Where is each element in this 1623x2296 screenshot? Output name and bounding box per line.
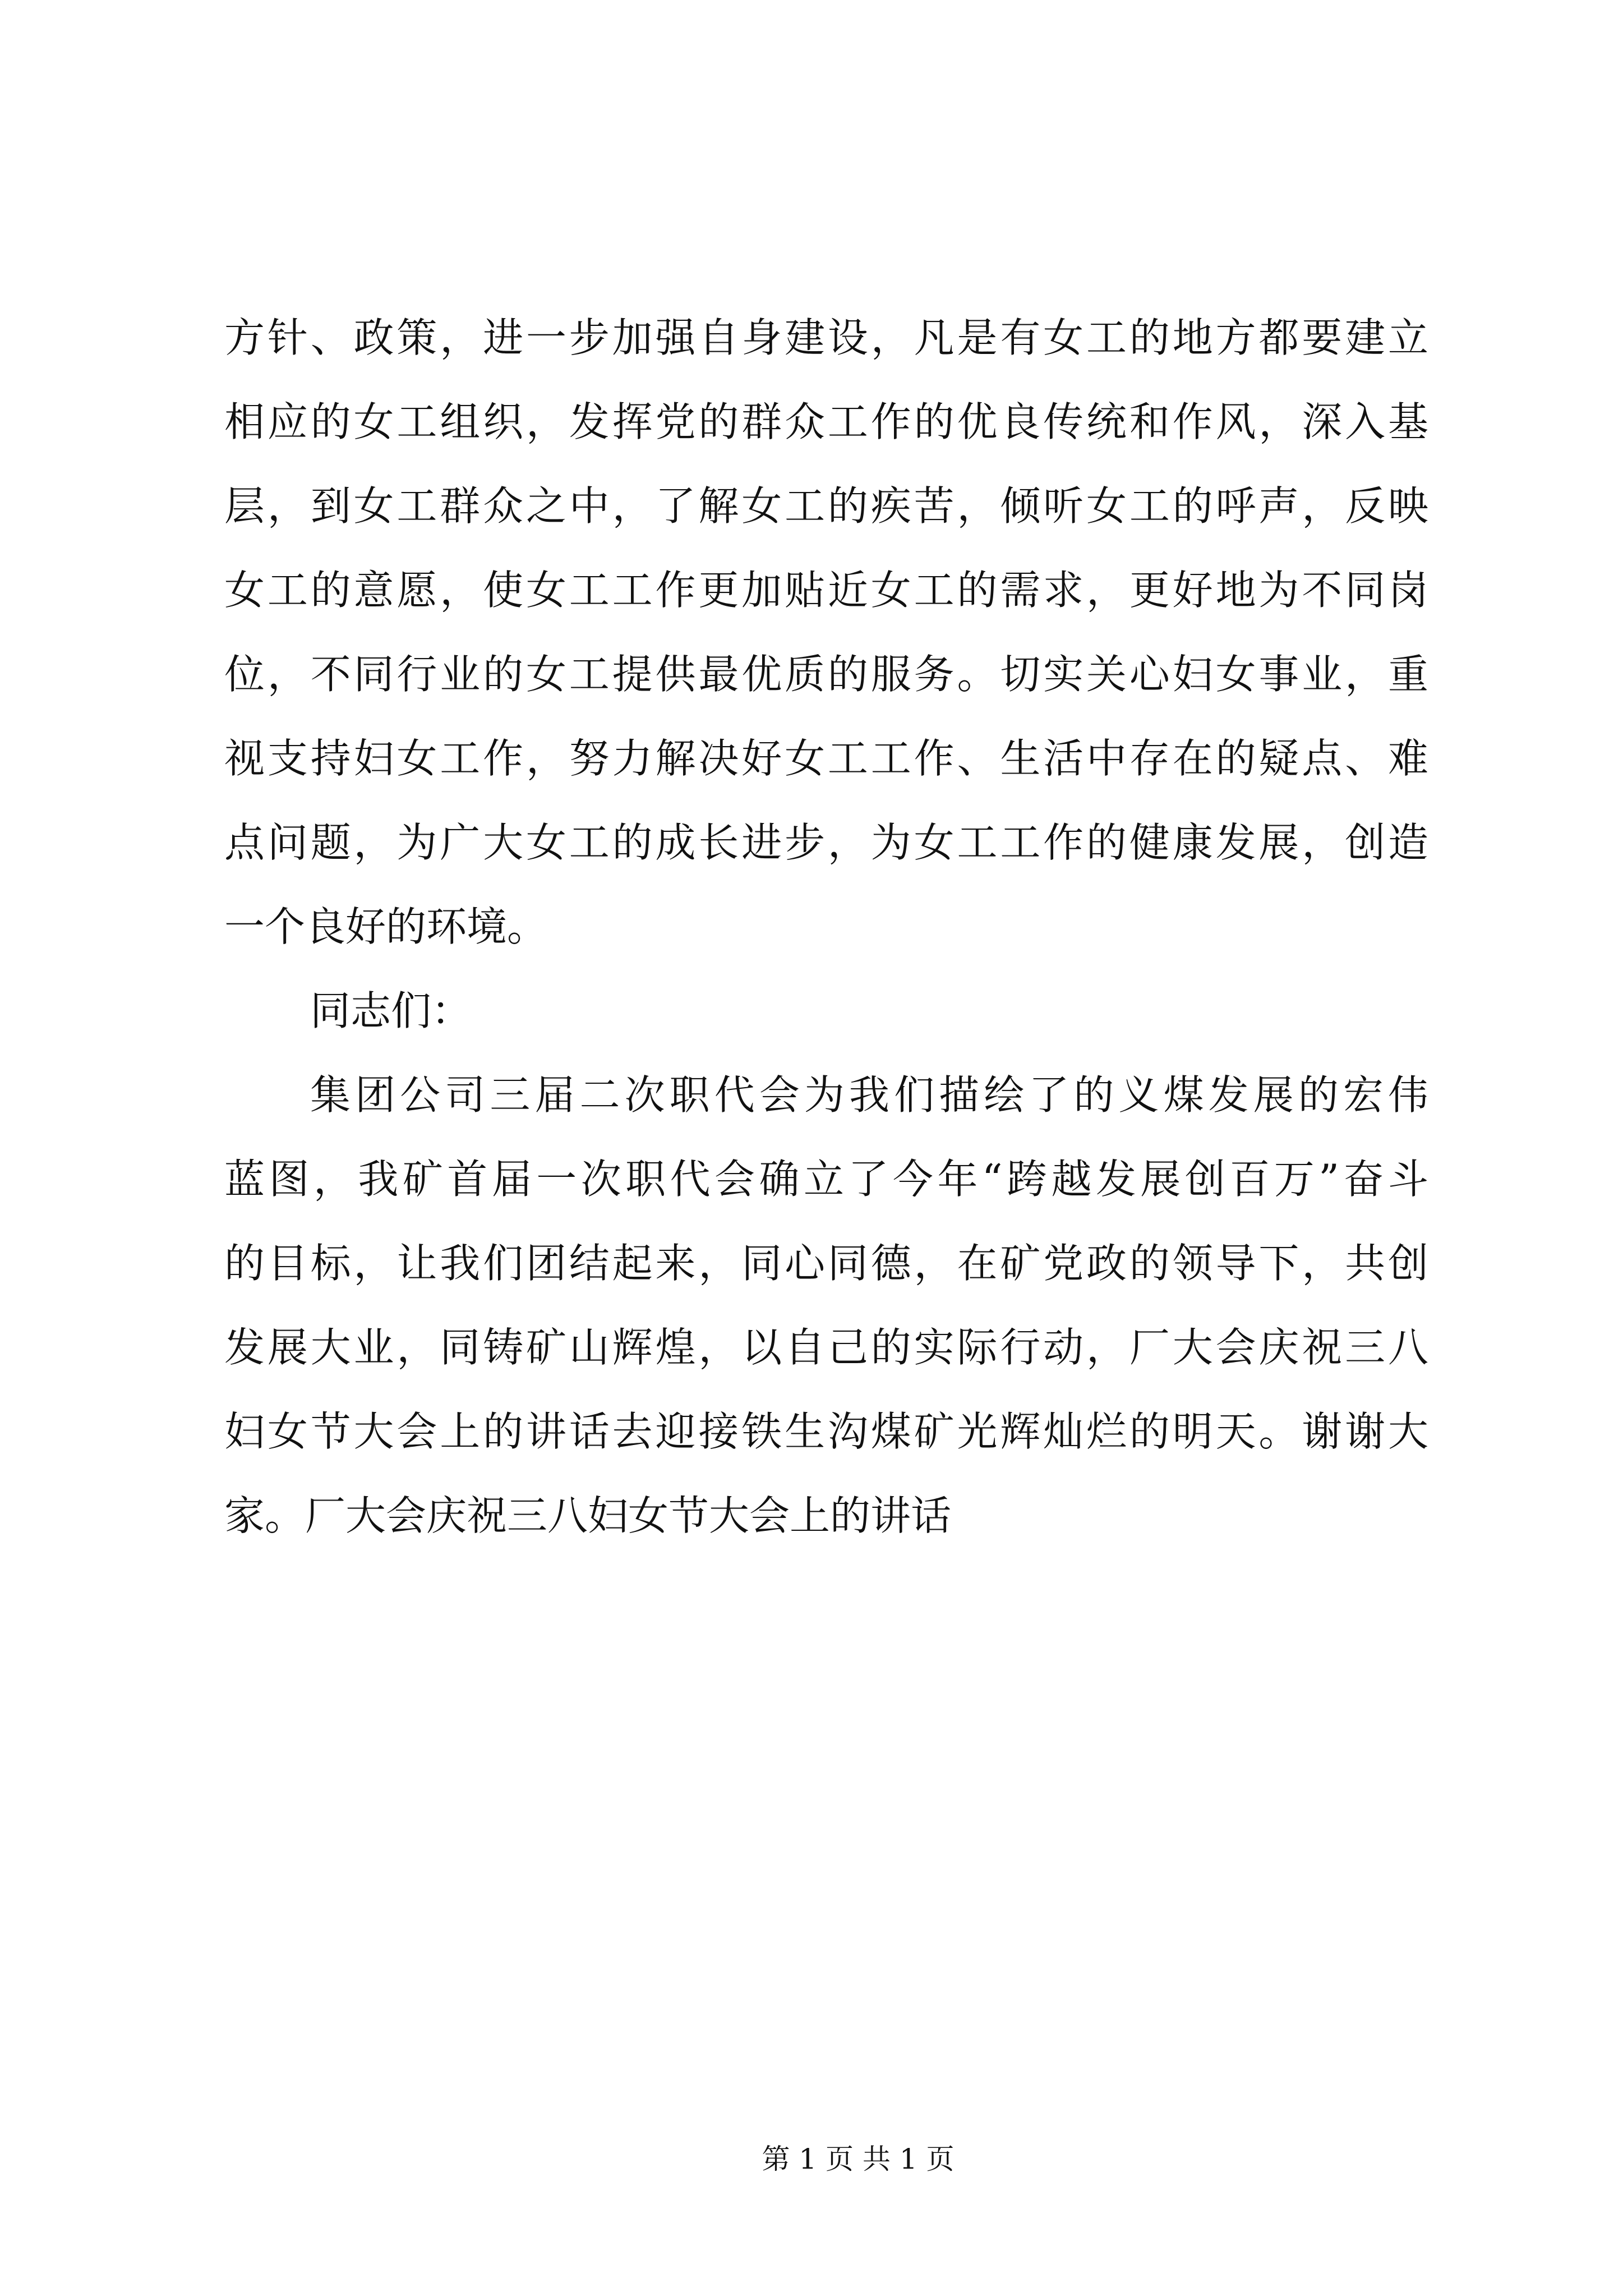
body-line: 妇女节大会上的讲话去迎接铁生沟煤矿光辉灿烂的明天。谢谢大 xyxy=(224,1408,1428,1455)
document-body xyxy=(224,296,1428,1558)
salutation-line: 同志们： xyxy=(310,987,472,1034)
paragraph xyxy=(224,296,1428,969)
body-line: 点问题，为广大女工的成长进步，为女工工作的健康发展，创造 xyxy=(224,819,1428,866)
body-line: 女工的意愿，使女工工作更加贴近女工的需求，更好地为不同岗 xyxy=(224,567,1428,614)
paragraph xyxy=(224,1053,1428,1558)
body-line: 发展大业，同铸矿山辉煌，以自己的实际行动，厂大会庆祝三八 xyxy=(224,1324,1428,1371)
body-line: 层，到女工群众之中，了解女工的疾苦，倾听女工的呼声，反映 xyxy=(224,482,1428,530)
body-line: 一个良好的环境。 xyxy=(224,903,548,950)
salutation-paragraph xyxy=(224,969,1428,1053)
body-line: 方针、政策，进一步加强自身建设，凡是有女工的地方都要建立 xyxy=(224,314,1428,361)
body-line: 视支持妇女工作，努力解决好女工工作、生活中存在的疑点、难 xyxy=(224,735,1428,782)
body-line: 集团公司三届二次职代会为我们描绘了的义煤发展的宏伟 xyxy=(310,1071,1428,1119)
body-line: 位，不同行业的女工提供最优质的服务。切实关心妇女事业，重 xyxy=(224,651,1428,698)
page-number: 第 1 页 共 1 页 xyxy=(762,2143,955,2175)
body-line: 的目标，让我们团结起来，同心同德，在矿党政的领导下，共创 xyxy=(224,1240,1428,1287)
body-line: 家。厂大会庆祝三八妇女节大会上的讲话 xyxy=(224,1492,952,1539)
body-line: 相应的女工组织，发挥党的群众工作的优良传统和作风，深入基 xyxy=(224,398,1428,445)
body-line: 蓝图，我矿首届一次职代会确立了今年“跨越发展创百万”奋斗 xyxy=(224,1156,1428,1203)
